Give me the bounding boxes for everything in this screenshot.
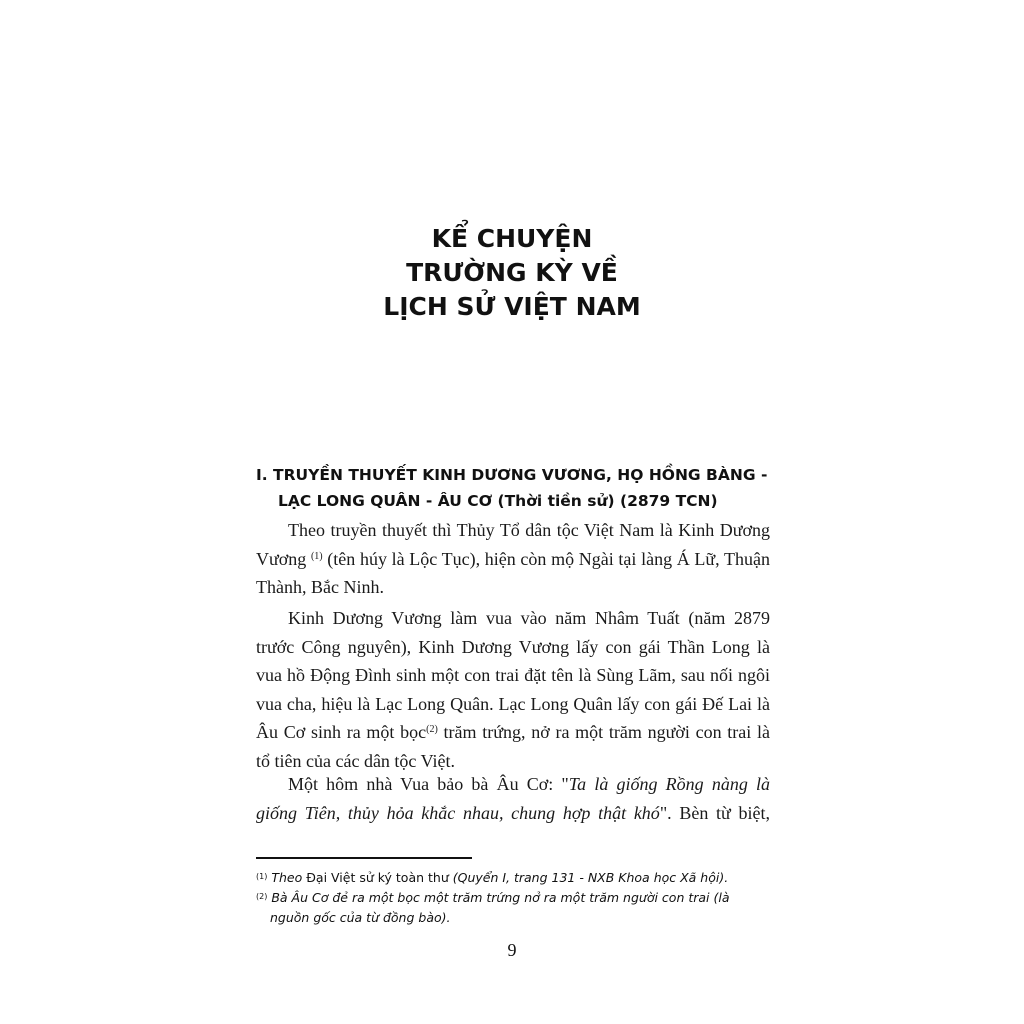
text-span: Thành, Bắc Ninh. — [256, 577, 384, 597]
title-line-3: LỊCH SỬ VIỆT NAM — [383, 292, 641, 321]
paragraph-line — [256, 545, 770, 574]
text-span: Bà Âu Cơ đẻ ra một bọc một trăm trứng nở ra một trăm người con trai (là — [271, 890, 730, 905]
title-line-2: TRƯỜNG KỲ VỀ — [406, 258, 618, 287]
text-span: Theo — [271, 870, 307, 885]
footnote-divider — [256, 857, 472, 859]
text-span: trăm trứng, nở ra một trăm người con trai là — [443, 722, 771, 742]
footnotes — [256, 868, 796, 928]
text-span — [288, 770, 770, 799]
paragraph-line — [256, 770, 770, 799]
text-span: Theo truyền thuyết thì Thủy Tổ dân tộc Việt Nam là Kinh Dương — [288, 520, 770, 540]
paragraph-2 — [256, 604, 770, 775]
paragraph-1 — [256, 516, 770, 602]
section-heading-line-1: I. TRUYỀN THUYẾT KINH DƯƠNG VƯƠNG, HỌ HỒNG BÀNG - — [256, 466, 768, 484]
book-title — [0, 222, 1024, 324]
footnote-1 — [256, 868, 796, 888]
page-number: 9 — [507, 940, 517, 960]
paragraph-line — [256, 604, 770, 633]
section-heading — [256, 462, 796, 514]
quote-italic: giống Tiên, thủy hỏa khắc nhau, chung hợp thật khó — [256, 802, 660, 823]
title-line-1: KỂ CHUYỆN — [431, 224, 593, 253]
paragraph-line — [256, 573, 770, 602]
footnote-ref-1[interactable]: (1) — [310, 550, 323, 562]
text-span: tổ tiên của các dân tộc Việt. — [256, 750, 456, 771]
text-span: (Quyển I, trang 131 - NXB Khoa học Xã hội). — [448, 870, 729, 885]
text-span: Vương — [256, 548, 307, 569]
section-heading-line-2: LẠC LONG QUÂN - ÂU CƠ (Thời tiền sử) (2879 TCN) — [278, 492, 718, 510]
book-name: Đại Việt sử ký toàn thư — [306, 870, 449, 885]
footnote-mark: (2) — [256, 892, 268, 901]
text-span — [256, 799, 770, 828]
text-span: vua hồ Động Đình sinh một con trai đặt tên là Sùng Lãm, sau nối ngôi — [256, 665, 770, 685]
footnote-2 — [256, 888, 796, 908]
text-span: Một hôm nhà Vua bảo bà Âu Cơ: " — [288, 774, 569, 794]
text-span — [256, 545, 770, 574]
text-span: (tên húy là Lộc Tục), hiện còn mộ Ngài tại làng Á Lữ, Thuận — [327, 548, 770, 569]
footnote-2-continued: nguồn gốc của từ đồng bào). — [270, 910, 451, 925]
paragraph-line — [256, 661, 770, 690]
text-span: vua cha, hiệu là Lạc Long Quân. Lạc Long Quân lấy con gái Đế Lai là — [256, 693, 770, 714]
footnote-mark: (1) — [256, 872, 268, 881]
paragraph-line — [256, 799, 770, 828]
paragraph-line — [256, 690, 770, 719]
footnote-ref-2[interactable]: (2) — [426, 724, 438, 735]
text-span — [256, 718, 770, 747]
text-span: Kinh Dương Vương làm vua vào năm Nhâm Tuất (năm 2879 — [288, 608, 770, 628]
text-span: Âu Cơ sinh ra một bọc — [256, 722, 427, 742]
text-span: ". Bèn từ biệt, — [659, 802, 770, 823]
paragraph-line — [256, 516, 770, 545]
quote-italic: Ta là giống Rồng nàng là — [568, 774, 771, 794]
paragraph-line — [256, 718, 770, 747]
text-span: trước Công nguyên), Kinh Dương Vương lấy con gái Thần Long là — [256, 636, 770, 657]
paragraph-line — [256, 633, 770, 662]
paragraph-3 — [256, 770, 770, 827]
